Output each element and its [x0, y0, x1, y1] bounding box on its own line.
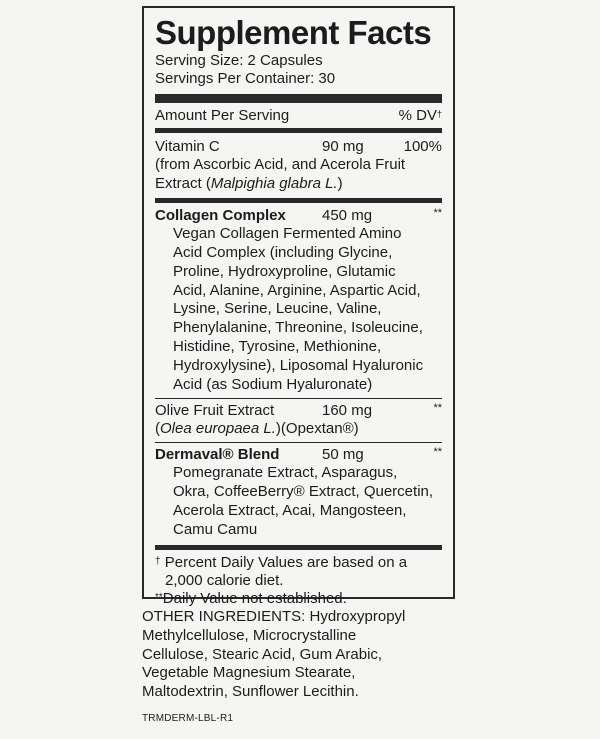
dermaval-ingredients — [155, 464, 442, 540]
collagen-section — [155, 203, 442, 398]
collagen-ingredient-line: Hydroxylysine), Liposomal Hyaluronic — [173, 357, 424, 375]
collagen-ingredient-line: Lysine, Serine, Leucine, Valine, — [173, 300, 382, 318]
dermaval-ingredient-line: Camu Camu — [173, 520, 258, 538]
collagen-name: Collagen Complex — [155, 206, 286, 224]
other-ingredients — [142, 608, 442, 702]
dermaval-name: Dermaval® Blend — [155, 445, 280, 463]
olive-name: Olive Fruit Extract — [155, 401, 275, 419]
other-ingredients-line: Methylcellulose, Microcrystalline — [142, 626, 357, 644]
vitamin-c-species: Malpighia glabra L. — [210, 174, 338, 192]
dermaval-row — [155, 446, 442, 464]
other-ingredients-line: Cellulose, Stearic Acid, Gum Arabic, — [142, 645, 383, 663]
olive-row — [155, 402, 442, 420]
footnote-dagger: † — [155, 555, 161, 567]
panel-title: Supplement Facts — [155, 14, 432, 51]
other-ingredients-line: Vegetable Magnesium Stearate, — [142, 664, 356, 682]
vitamin-c-amount: 90 mg — [322, 138, 364, 155]
dermaval-section — [155, 443, 442, 545]
vitamin-c-name: Vitamin C — [155, 138, 220, 155]
collagen-ingredient-line: Acid (as Sodium Hyaluronate) — [173, 376, 373, 394]
dermaval-ingredient-line: Pomegranate Extract, Asparagus, — [173, 463, 398, 481]
collagen-ingredient-line: Phenylalanine, Threonine, Isoleucine, — [173, 319, 423, 337]
other-ingredients-line: OTHER INGREDIENTS: Hydroxypropyl — [142, 608, 406, 625]
serving-size: Serving Size: 2 Capsules — [155, 52, 323, 69]
collagen-ingredients — [155, 225, 442, 395]
footnote-dv — [155, 554, 442, 572]
dv-dagger: † — [436, 109, 442, 119]
footnote-double-star: ** — [155, 591, 163, 603]
footnote-not-established-text: Daily Value not established. — [162, 589, 347, 607]
amount-per-serving-label: Amount Per Serving — [155, 107, 290, 124]
vitamin-c-desc-suffix: ) — [337, 174, 343, 192]
dermaval-ingredient-line: Acerola Extract, Acai, Mangosteen, — [173, 501, 407, 519]
collagen-mark: ** — [433, 206, 442, 219]
footnote-dv-line2: 2,000 calorie diet. — [165, 571, 284, 589]
collagen-amount: 450 mg — [322, 206, 373, 224]
vitamin-c-dv: 100% — [403, 138, 442, 155]
vitamin-c-desc-2 — [155, 175, 442, 194]
olive-species: Olea europaea L. — [160, 419, 276, 437]
footnote-dv-line1: Percent Daily Values are based on a — [164, 553, 408, 571]
dv-header-text: % DV — [398, 107, 437, 124]
olive-amount: 160 mg — [322, 401, 373, 419]
vitamin-c-section — [155, 133, 442, 198]
collagen-row — [155, 207, 442, 225]
collagen-ingredient-line: Acid Complex (including Glycine, — [173, 243, 393, 261]
dermaval-mark: ** — [433, 445, 442, 458]
supplement-facts-panel — [142, 6, 455, 607]
olive-desc-suffix: )(Opextan®) — [275, 419, 359, 437]
vitamin-c-desc-1: (from Ascorbic Acid, and Acerola Fruit — [155, 156, 406, 173]
footnotes — [155, 550, 442, 608]
vitamin-c-desc-prefix: Extract ( — [155, 174, 211, 192]
vitamin-c-row — [155, 138, 442, 156]
divider-thick — [155, 94, 442, 103]
amount-header-row — [155, 103, 442, 128]
label-code: TRMDERM-LBL-R1 — [142, 713, 234, 724]
dermaval-amount: 50 mg — [322, 445, 364, 463]
olive-desc-prefix: ( — [155, 419, 160, 437]
collagen-ingredient-line: Histidine, Tyrosine, Methionine, — [173, 338, 382, 356]
servings-per-container: Servings Per Container: 30 — [155, 70, 336, 87]
olive-section — [155, 399, 442, 442]
dermaval-ingredient-line: Okra, CoffeeBerry® Extract, Quercetin, — [173, 482, 434, 500]
olive-desc — [155, 420, 442, 439]
collagen-ingredient-line: Vegan Collagen Fermented Amino — [173, 224, 402, 242]
dv-header — [399, 107, 442, 125]
footnote-not-established — [155, 590, 442, 608]
collagen-ingredient-line: Acid, Alanine, Arginine, Aspartic Acid, — [173, 281, 421, 299]
olive-mark: ** — [433, 401, 442, 414]
other-ingredients-line: Maltodextrin, Sunflower Lecithin. — [142, 683, 359, 701]
collagen-ingredient-line: Proline, Hydroxyproline, Glutamic — [173, 262, 396, 280]
